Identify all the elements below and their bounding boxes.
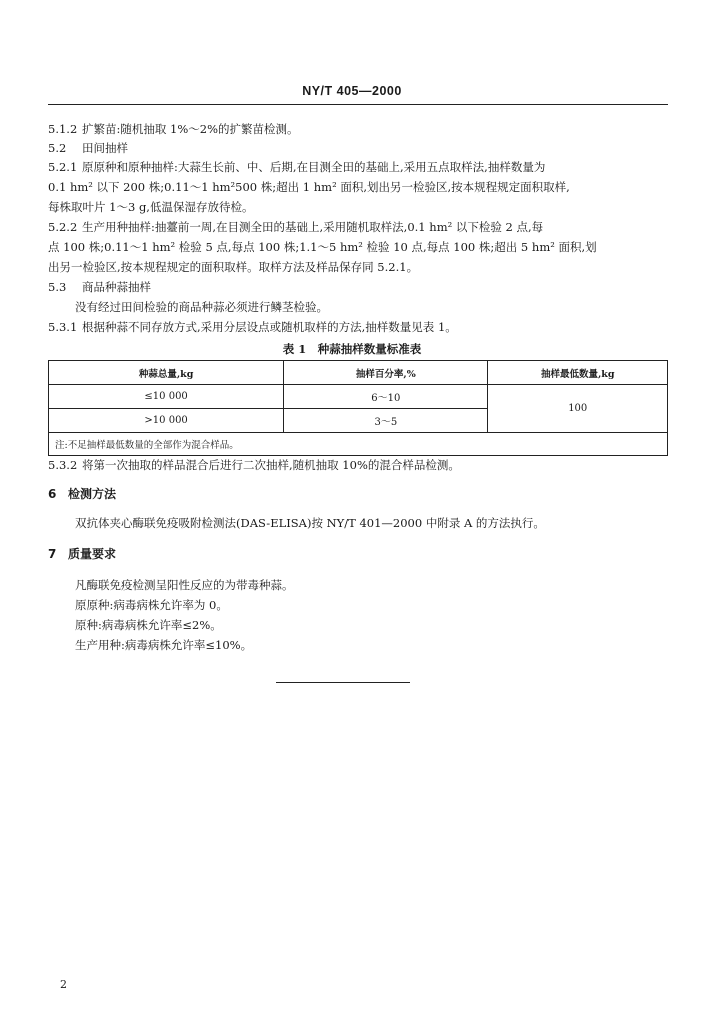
clause-text: 生产用种抽样:抽薹前一周,在目测全田的基础上,采用随机取样法,0.1 hm² 以下检验 2 点,每	[82, 220, 544, 234]
requirement-line: 原种:病毒病株允许率≤2%。	[75, 618, 222, 632]
section-title: 检测方法	[68, 487, 117, 501]
requirement-line: 凡酶联免疫检测呈阳性反应的为带毒种蒜。	[75, 578, 294, 592]
table-cell: 6～10	[284, 385, 488, 409]
clause-text: 田间抽样	[82, 141, 128, 155]
section-7-heading	[48, 547, 668, 562]
clause-5-3	[48, 280, 668, 295]
header-rule	[48, 104, 668, 105]
clause-5-1-2	[48, 122, 668, 137]
table-cell: >10 000	[49, 409, 284, 433]
clause-5-2-2-cont-1: 点 100 株;0.11～1 hm² 检验 5 点,每点 100 株;1.1～5 hm² 检验 10 点,每点 100 株;超出 5 hm² 面积,划	[48, 240, 597, 254]
clause-5-2-2	[48, 220, 668, 235]
clause-number: 5.2.1	[48, 160, 78, 174]
clause-5-3-2	[48, 458, 668, 473]
clause-number: 5.3	[48, 280, 67, 294]
clause-5-2-1-cont-1: 0.1 hm² 以下 200 株;0.11～1 hm²500 株;超出 1 hm² 面积,划出另一检验区,按本规程规定面积取样,	[48, 180, 570, 194]
clause-text: 扩繁苗:随机抽取 1%～2%的扩繁苗检测。	[82, 122, 299, 136]
end-rule	[276, 682, 410, 683]
clause-number: 5.2.2	[48, 220, 78, 234]
table-cell: ≤10 000	[49, 385, 284, 409]
min-quantity-cell: 100	[488, 385, 668, 433]
clause-text: 商品种蒜抽样	[82, 280, 151, 294]
table-header-row	[49, 361, 668, 385]
header-sampling-percent: 抽样百分率,%	[284, 361, 488, 385]
standard-code-header: NY/T 405—2000	[302, 84, 402, 98]
clause-number: 5.2	[48, 141, 67, 155]
table-note-row	[49, 433, 668, 456]
clause-5-2-2-cont-2: 出另一检验区,按本规程规定的面积取样。取样方法及样品保存同 5.2.1。	[48, 260, 419, 274]
section-number: 7	[48, 547, 57, 561]
header-min-quantity: 抽样最低数量,kg	[488, 361, 668, 385]
clause-number: 5.1.2	[48, 122, 78, 136]
clause-text: 将第一次抽取的样品混合后进行二次抽样,随机抽取 10%的混合样品检测。	[82, 458, 460, 472]
header-total-weight: 种蒜总量,kg	[49, 361, 284, 385]
page-number: 2	[60, 978, 67, 991]
table-row	[49, 385, 668, 409]
requirement-line: 原原种:病毒病株允许率为 0。	[75, 598, 228, 612]
clause-text: 原原种和原种抽样:大蒜生长前、中、后期,在目测全田的基础上,采用五点取样法,抽样数量为	[82, 160, 546, 174]
clause-5-3-1	[48, 320, 668, 335]
section-title: 质量要求	[68, 547, 117, 561]
table-caption: 表 1 种蒜抽样数量标准表	[282, 342, 422, 356]
requirement-line: 生产用种:病毒病株允许率≤10%。	[75, 638, 253, 652]
clause-5-2	[48, 141, 668, 156]
sampling-table	[48, 360, 668, 456]
clause-5-2-1	[48, 160, 668, 175]
section-number: 6	[48, 487, 57, 501]
clause-5-3-para: 没有经过田间检验的商品种蒜必须进行鳞茎检验。	[75, 300, 328, 314]
table-cell: 3～5	[284, 409, 488, 433]
clause-5-2-1-cont-2: 每株取叶片 1～3 g,低温保湿存放待检。	[48, 200, 254, 214]
clause-text: 根据种蒜不同存放方式,采用分层设点或随机取样的方法,抽样数量见表 1。	[82, 320, 457, 334]
section-6-text: 双抗体夹心酶联免疫吸附检测法(DAS-ELISA)按 NY/T 401—2000 中附录 A 的方法执行。	[75, 516, 545, 530]
section-6-heading	[48, 487, 668, 502]
clause-number: 5.3.1	[48, 320, 78, 334]
table-note: 注:不足抽样最低数量的全部作为混合样品。	[49, 433, 668, 456]
clause-number: 5.3.2	[48, 458, 78, 472]
